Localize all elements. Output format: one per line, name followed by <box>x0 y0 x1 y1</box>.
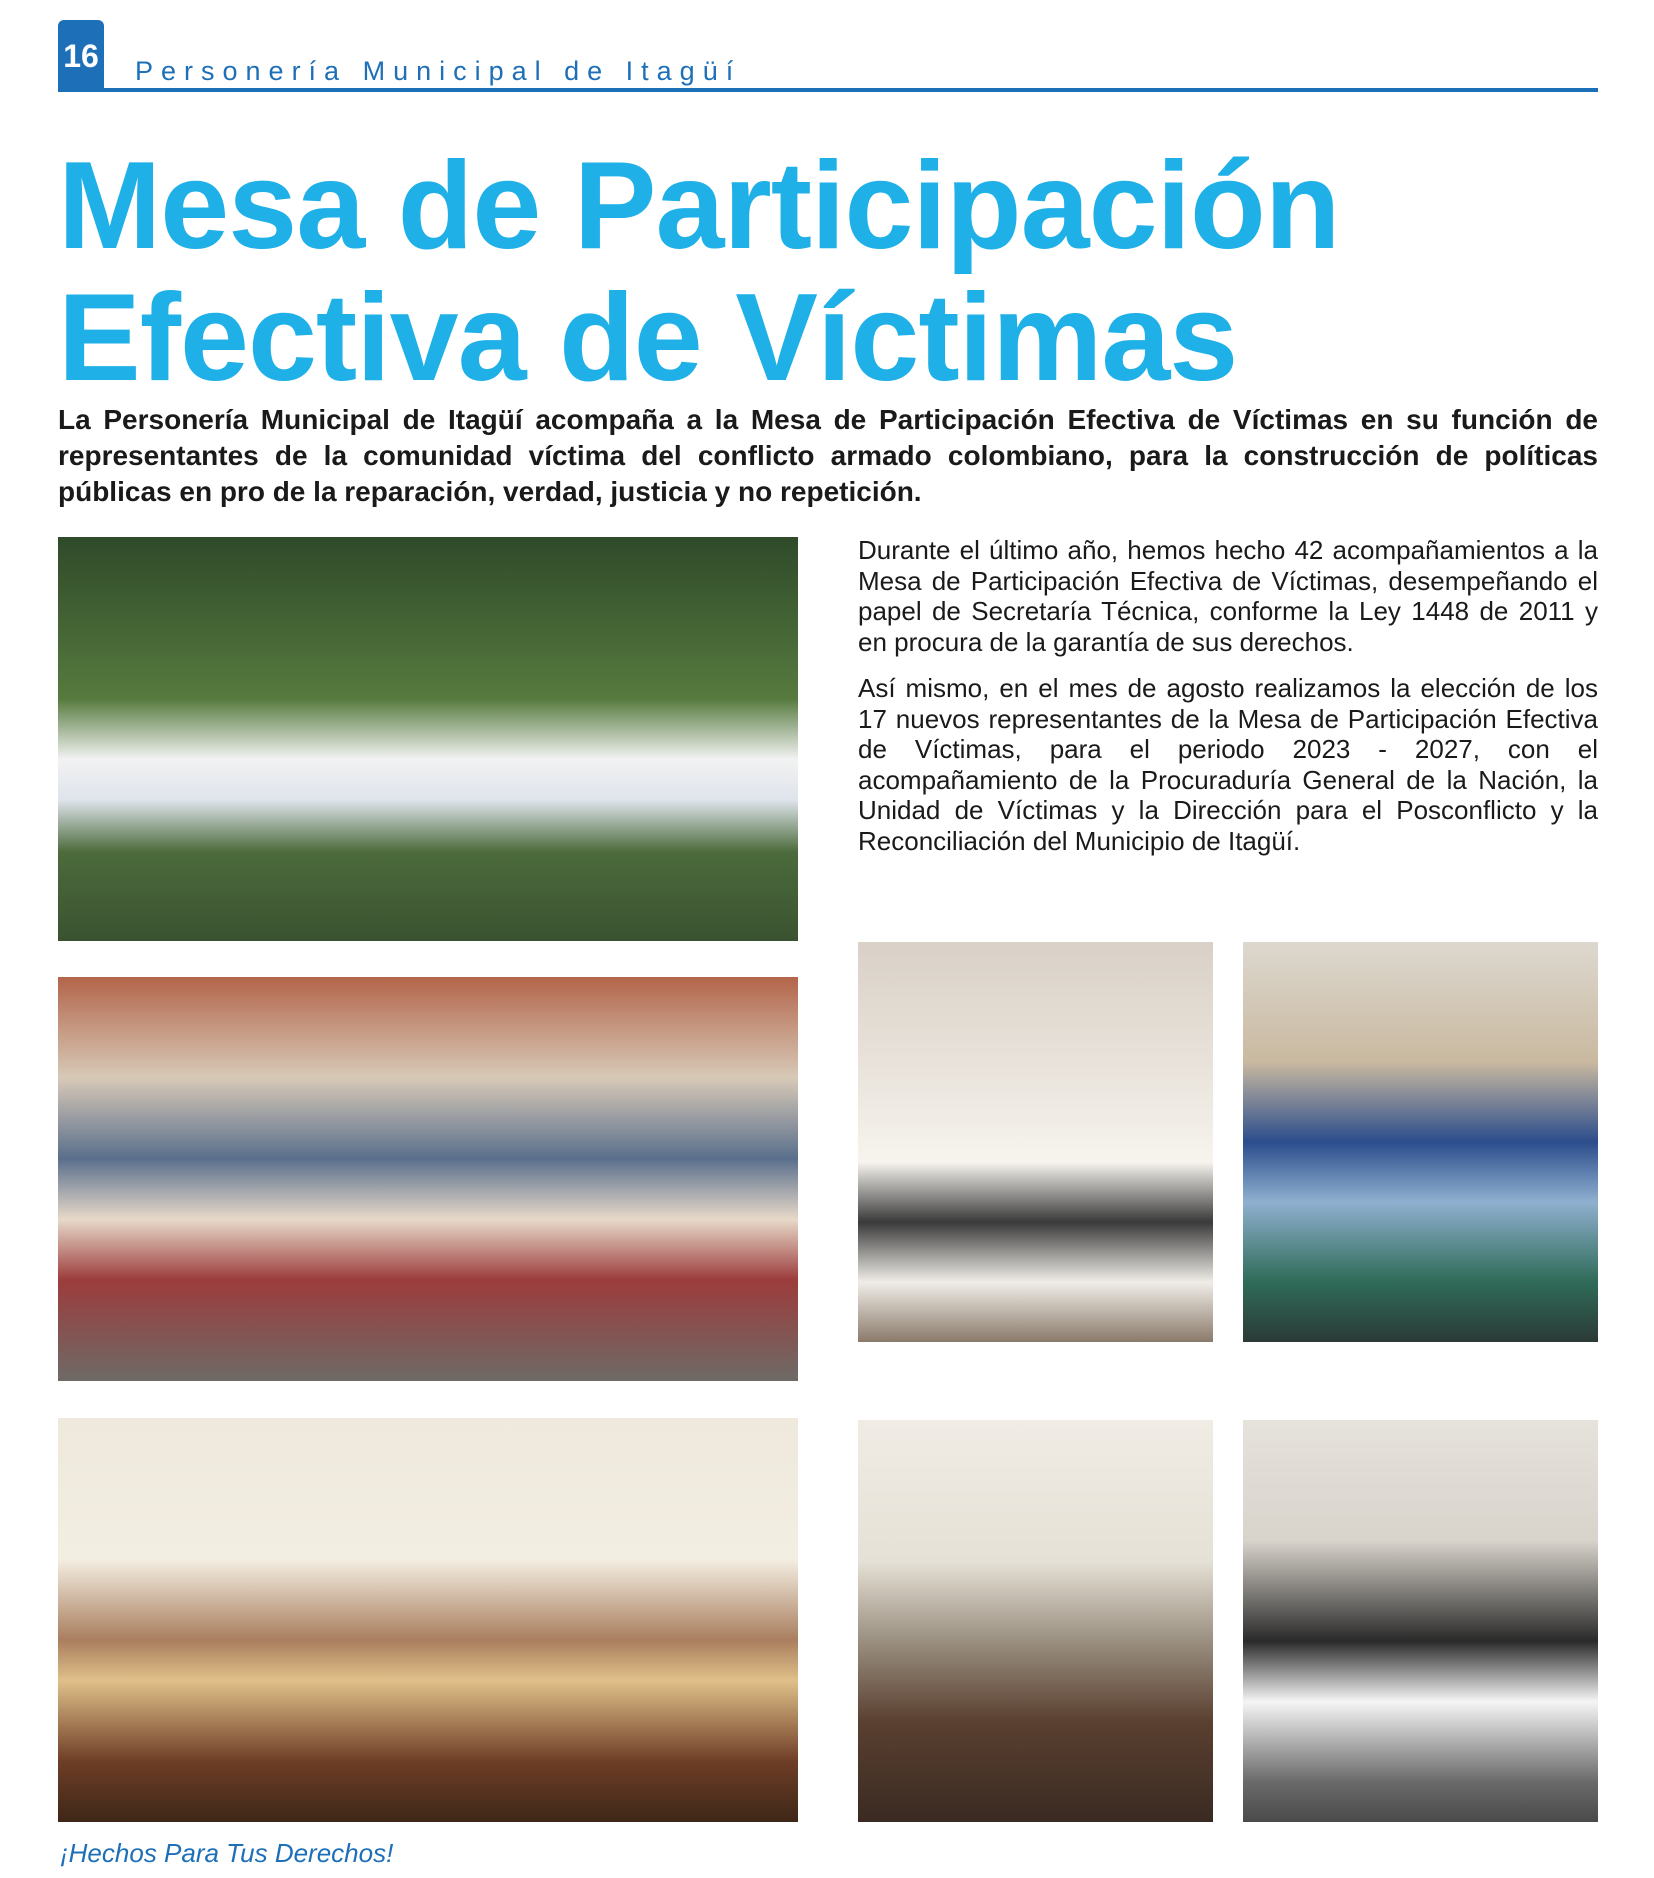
footer-slogan: ¡Hechos Para Tus Derechos! <box>60 1838 394 1868</box>
photo-group-certificates <box>58 537 798 941</box>
photo-group-event <box>58 977 798 1381</box>
header-rule <box>58 88 1598 92</box>
photo-two-women <box>858 942 1213 1342</box>
article-lead: La Personería Municipal de Itagüí acompaña a la Mesa de Participación Efectiva de Víctimas en su función de representantes de la comunidad víctima del conflicto armado colombiano, para la construcción de políticas públicas en pro de la reparación, verdad, justicia y no repetición. <box>58 404 1598 507</box>
page-number: 16 <box>58 20 104 92</box>
article-title <box>58 137 1618 407</box>
photo-meeting-table <box>58 1418 798 1822</box>
photo-voting <box>1243 942 1598 1342</box>
body-paragraph-1: Durante el último año, hemos hecho 42 acompañamientos a la Mesa de Participación Efectiva de Víctimas, desempeñando el papel de Secretaría Técnica, conforme la Ley 1448 de 2011 y en procura de la garantía de sus derechos. <box>858 535 1598 657</box>
article-body <box>858 535 1598 872</box>
photo-two-women-2 <box>1243 1420 1598 1822</box>
photo-meeting-room <box>858 1420 1213 1822</box>
title-line-2: Efectiva de Víctimas <box>58 269 1238 407</box>
title-line-1: Mesa de Participación <box>58 137 1340 275</box>
body-paragraph-2: Así mismo, en el mes de agosto realizamos la elección de los 17 nuevos representantes de la Mesa de Participación Efectiva de Víctimas, para el periodo 2023 - 2027, con el acompañamiento de la Procuraduría General de la Nación, la Unidad de Víctimas y la Dirección para el Posconflicto y la Reconciliación del Municipio de Itagüí. <box>858 673 1598 856</box>
publication-name: Personería Municipal de Itagüí <box>135 56 742 86</box>
